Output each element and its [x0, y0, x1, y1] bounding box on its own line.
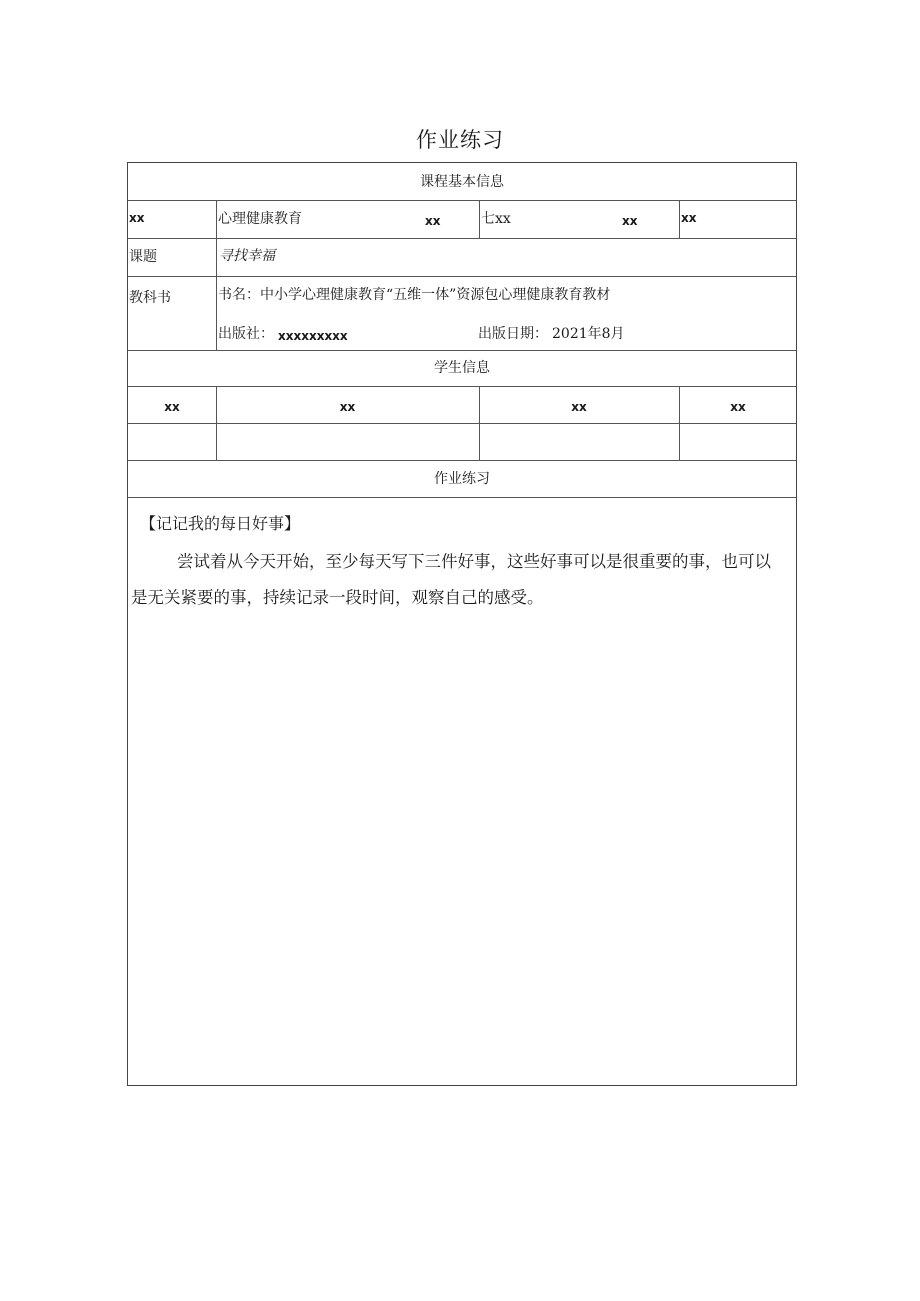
publisher-value: xxxxxxxxx	[278, 329, 348, 343]
column-divider	[679, 200, 680, 238]
topic-label: 课题	[129, 249, 157, 265]
grade-field-cell: xx	[622, 214, 638, 228]
row-divider	[128, 460, 796, 461]
textbook-label: 教科书	[129, 290, 171, 306]
student-header-cell: xx	[571, 400, 587, 414]
row-divider	[128, 238, 796, 239]
subject-cell: 心理健康教育	[218, 211, 302, 227]
row-divider	[128, 276, 796, 277]
row-divider	[128, 423, 796, 424]
book-name: 书名：中小学心理健康教育“五维一体”资源包心理健康教育教材	[218, 287, 611, 303]
column-divider	[216, 200, 217, 238]
course-label-cell: xx	[129, 211, 145, 225]
publisher-label: 出版社：	[218, 326, 274, 342]
row-divider	[128, 350, 796, 351]
homework-form-table	[127, 162, 797, 1086]
grade-cell: 七xx	[481, 211, 511, 227]
pub-date-label: 出版日期：	[478, 326, 548, 342]
exercise-title: 【记记我的每日好事】	[140, 514, 301, 533]
exercise-body: 尝试着从今天开始，至少每天写下三件好事，这些好事可以是很重要的事，也可以是无关紧要的事，持续记录一段时间，观察自己的感受。	[131, 552, 771, 607]
student-info-heading: 学生信息	[434, 360, 490, 376]
column-divider	[216, 238, 217, 350]
subject-field-cell: xx	[425, 214, 441, 228]
page-title: 作业练习	[416, 128, 504, 152]
student-header-cell: xx	[730, 400, 746, 414]
pub-date-value: 2021年8月	[552, 326, 625, 342]
row-divider	[128, 200, 796, 201]
row-divider	[128, 386, 796, 387]
column-divider	[479, 200, 480, 238]
topic-value: 寻找幸福	[219, 248, 275, 264]
course-info-heading: 课程基本信息	[420, 174, 504, 190]
extra-field-cell: xx	[681, 211, 697, 225]
homework-heading: 作业练习	[434, 471, 490, 487]
student-header-cell: xx	[164, 400, 180, 414]
student-header-cell: xx	[339, 400, 356, 414]
row-divider	[128, 497, 796, 498]
